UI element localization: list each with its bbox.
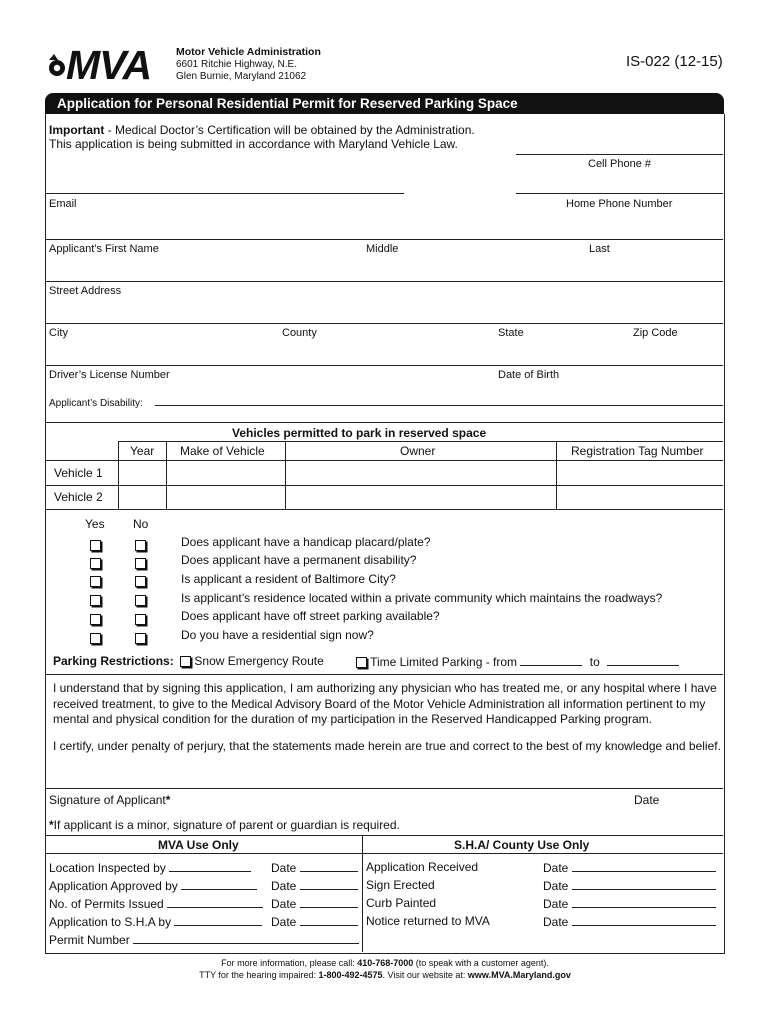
footer-call-text: For more information, please call: <box>221 958 358 968</box>
q6-yes-checkbox[interactable] <box>90 633 101 644</box>
footer-tty-text: TTY for the hearing impaired: <box>199 970 319 980</box>
q1-yes-checkbox[interactable] <box>90 540 101 551</box>
disability-label: Applicant’s Disability: <box>49 398 143 409</box>
q6-no-checkbox[interactable] <box>135 633 146 644</box>
dob-label: Date of Birth <box>498 369 560 381</box>
vehicles-heading: Vehicles permitted to park in reserved space <box>232 426 487 440</box>
permits-issued-label: No. of Permits Issued <box>49 897 164 911</box>
license-label: Driver’s License Number <box>49 369 170 381</box>
snow-route-checkbox[interactable] <box>180 656 191 667</box>
mva-row-5 <box>49 932 359 947</box>
application-approved-label: Application Approved by <box>49 879 178 893</box>
application-received-label: Application Received <box>366 860 479 874</box>
q4-yes-checkbox[interactable] <box>90 595 101 606</box>
col-owner: Owner <box>400 444 436 458</box>
footer-line-2 <box>0 970 770 980</box>
office-header-bottom <box>46 853 723 854</box>
sha-date-4-label: Date <box>543 915 569 929</box>
home-phone-line[interactable] <box>516 193 723 194</box>
intro-line2: This application is being submitted in accordance with Maryland Vehicle Law. <box>49 137 458 151</box>
mva-date-2-field[interactable] <box>300 878 358 890</box>
sha-date-1-field[interactable] <box>572 860 716 872</box>
last-name-label: Last <box>589 243 610 255</box>
cell-phone-line[interactable] <box>516 154 723 155</box>
street-label: Street Address <box>49 285 122 297</box>
permits-issued-field[interactable] <box>167 896 263 908</box>
location-inspected-field[interactable] <box>169 860 251 872</box>
question-1: Does applicant have a handicap placard/plate? <box>181 535 431 549</box>
footer-website-text: . Visit our website at: <box>382 970 468 980</box>
q4-no-checkbox[interactable] <box>135 595 146 606</box>
perjury-statement: I certify, under penalty of perjury, that the statements made herein are true and correct to the best of my knowledge and belief. <box>53 739 721 753</box>
mva-row-1 <box>49 860 251 875</box>
minor-note-wrap <box>49 818 400 832</box>
org-name: Motor Vehicle Administration <box>176 46 321 58</box>
mva-date-4-field[interactable] <box>300 914 358 926</box>
disability-line[interactable] <box>155 405 723 406</box>
vehicles-col-1 <box>118 441 119 509</box>
signature-line[interactable] <box>46 788 723 789</box>
office-divider <box>362 835 363 952</box>
city-label: City <box>49 327 68 339</box>
notice-returned-label: Notice returned to MVA <box>366 914 490 928</box>
mva-date-2-label: Date <box>271 879 297 893</box>
email-label: Email <box>49 198 77 210</box>
important-note <box>49 123 475 137</box>
question-6: Do you have a residential sign now? <box>181 628 374 642</box>
mva-row-4 <box>49 914 262 929</box>
footer-tty-phone: 1-800-492-4575 <box>318 970 383 980</box>
curb-painted-label: Curb Painted <box>366 896 437 910</box>
time-to-label: to <box>589 655 600 669</box>
q2-no-checkbox[interactable] <box>135 558 146 569</box>
sha-date-1-label: Date <box>543 861 569 875</box>
application-to-sha-field[interactable] <box>174 914 262 926</box>
mva-date-4-label: Date <box>271 915 297 929</box>
restrictions-label: Parking Restrictions: <box>53 654 174 668</box>
sha-use-title: S.H.A/ County Use Only <box>454 838 590 852</box>
vehicle-2-label: Vehicle 2 <box>54 490 103 504</box>
mva-row-2 <box>49 878 257 893</box>
sha-date-2-field[interactable] <box>572 878 716 890</box>
vehicles-col-2 <box>166 441 167 509</box>
org-address-2: Glen Burnie, Maryland 21062 <box>176 71 307 82</box>
footer-phone: 410-768-7000 <box>357 958 414 968</box>
title-bar <box>45 93 724 114</box>
street-line[interactable] <box>46 281 723 282</box>
vehicles-col-3 <box>285 441 286 509</box>
permit-number-field[interactable] <box>133 932 359 944</box>
first-name-label: Applicant’s First Name <box>49 243 159 255</box>
signature-label-wrap <box>49 793 170 807</box>
mva-date-1-label: Date <box>271 861 297 875</box>
question-3: Is applicant a resident of Baltimore City? <box>181 572 396 586</box>
vehicles-header-top <box>118 441 723 442</box>
col-make: Make of Vehicle <box>180 444 265 458</box>
zip-label: Zip Code <box>633 327 678 339</box>
cell-phone-label: Cell Phone # <box>588 158 651 170</box>
signature-star: * <box>165 793 171 807</box>
sha-date-4-field[interactable] <box>572 914 716 926</box>
office-top <box>46 835 723 836</box>
vehicles-col-4 <box>556 441 557 509</box>
q3-yes-checkbox[interactable] <box>90 576 101 587</box>
vehicles-header-bottom <box>46 460 723 461</box>
mva-date-1-field[interactable] <box>300 860 358 872</box>
time-limited-label: Time Limited Parking - from <box>370 655 518 669</box>
sha-date-2-label: Date <box>543 879 569 893</box>
minor-note: If applicant is a minor, signature of parent or guardian is required. <box>53 818 400 832</box>
question-4: Is applicant’s residence located within a private community which maintains the roadways? <box>181 591 663 605</box>
mva-date-3-field[interactable] <box>300 896 358 908</box>
sha-date-3-field[interactable] <box>572 896 716 908</box>
application-to-sha-label: Application to S.H.A by <box>49 915 172 929</box>
q1-no-checkbox[interactable] <box>135 540 146 551</box>
minor-note-star: * <box>49 818 54 832</box>
time-limited <box>356 654 679 669</box>
vehicles-bottom <box>46 509 723 510</box>
yes-header: Yes <box>85 517 105 531</box>
middle-name-label: Middle <box>366 243 399 255</box>
question-5: Does applicant have off street parking available? <box>181 609 440 623</box>
parking-restrictions <box>53 654 324 668</box>
important-text: - Medical Doctor’s Certification will be obtained by the Administration. <box>104 123 475 137</box>
time-limited-checkbox[interactable] <box>356 657 367 668</box>
license-line[interactable] <box>46 365 723 366</box>
divider-statement <box>46 674 723 675</box>
footer-website-link[interactable]: www.MVA.Maryland.gov <box>467 970 571 980</box>
home-phone-label: Home Phone Number <box>566 198 673 210</box>
footer-line-1 <box>0 958 770 968</box>
logo-text: MVA <box>66 42 152 88</box>
q3-no-checkbox[interactable] <box>135 576 146 587</box>
sha-date-3-label: Date <box>543 897 569 911</box>
county-label: County <box>282 327 317 339</box>
authorization-statement: I understand that by signing this application, I am authorizing any physician who has treated me, or any hospital where I have received treatment, to give to the Medical Advisory Board of the Motor Vehicle Administration all information pertinent to my mental and physical condition for the duration of my participation in the Reserved Handicapped Parking program. <box>53 681 717 726</box>
q2-yes-checkbox[interactable] <box>90 558 101 569</box>
org-address-1: 6601 Ritchie Highway, N.E. <box>176 59 297 70</box>
q5-no-checkbox[interactable] <box>135 614 146 625</box>
mva-logo <box>46 42 172 88</box>
divider-vehicles <box>46 422 723 423</box>
question-2: Does applicant have a permanent disability? <box>181 553 417 567</box>
time-to-field[interactable] <box>607 654 679 666</box>
state-label: State <box>498 327 524 339</box>
name-line[interactable] <box>46 239 723 240</box>
email-line[interactable] <box>46 193 404 194</box>
signature-label: Signature of Applicant <box>49 793 166 807</box>
city-line[interactable] <box>46 323 723 324</box>
q5-yes-checkbox[interactable] <box>90 614 101 625</box>
no-header: No <box>133 517 149 531</box>
permit-number-label: Permit Number <box>49 933 130 947</box>
col-tag: Registration Tag Number <box>571 444 704 458</box>
form-title: Application for Personal Residential Permit for Reserved Parking Space <box>57 96 518 111</box>
application-approved-field[interactable] <box>181 878 257 890</box>
signature-date-label: Date <box>634 793 660 807</box>
sign-erected-label: Sign Erected <box>366 878 435 892</box>
location-inspected-label: Location Inspected by <box>49 861 166 875</box>
mva-date-3-label: Date <box>271 897 297 911</box>
col-year: Year <box>130 444 155 458</box>
vehicles-row-divider <box>46 485 723 486</box>
snow-route-label: Snow Emergency Route <box>194 654 324 668</box>
mva-use-title: MVA Use Only <box>158 838 239 852</box>
mva-row-3 <box>49 896 263 911</box>
time-from-field[interactable] <box>520 654 582 666</box>
important-label: Important <box>49 123 105 137</box>
footer-call-post: (to speak with a customer agent). <box>413 958 549 968</box>
form-number: IS-022 (12-15) <box>626 53 723 70</box>
vehicle-1-label: Vehicle 1 <box>54 466 103 480</box>
